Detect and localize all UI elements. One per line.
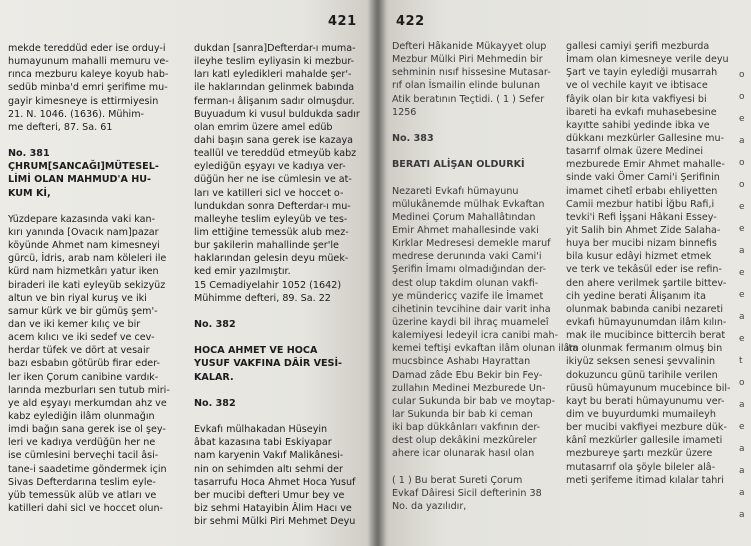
text-line: ked emir yazılmıştır. <box>194 266 291 278</box>
text-line: rüusü hümayunum mucebince bil- <box>566 382 731 394</box>
text-line: tasarrufu Hoca Ahmet Hoca Yusuf <box>194 476 356 488</box>
margin-mark: e <box>739 268 745 278</box>
text-line: Mühimme defteri, 89. Sa. 22 <box>194 292 331 304</box>
text-line: 21. N. 1046. (1636). Mühim- <box>8 108 145 120</box>
text-line: LİMİ OLAN MAHMUD'A HU- <box>8 174 152 186</box>
text-line: larında mezburları sen tutub miri- <box>8 384 170 396</box>
text-line: bazı esbabın götürüb firar eder- <box>8 358 160 370</box>
text-line: No. 381 <box>8 148 50 160</box>
text-line: ler iken Çorum canibine vardık- <box>8 371 159 383</box>
text-line: gallesi camiyi şerifi mezburda <box>566 41 710 52</box>
text-line: ferman-ı âlişanım sadır olmuşdur. <box>194 95 355 107</box>
text-line: yüb temessük alüb ve atları ve <box>8 489 157 501</box>
text-line: mezburede Emir Ahmet mahalle- <box>566 159 725 171</box>
text-line: kalemiyesi ledeyil icra canibi mah- <box>392 330 559 342</box>
text-line: imamet cihetî erbabı ehliyetten <box>566 185 718 197</box>
margin-mark: a <box>739 400 745 410</box>
left-column-1 <box>8 42 184 515</box>
margin-mark: a <box>739 136 745 146</box>
text-line: üzerine kaydi bil ihraç muameleî <box>392 316 549 328</box>
text-line: yit Salih bin Ahmet Zide Salaha- <box>566 224 721 236</box>
text-line: ita olunmak fermanım olmuş bin <box>566 343 723 355</box>
text-line <box>392 171 557 184</box>
margin-mark: e <box>739 114 745 124</box>
text-line: ye mündericç vazife ile İmamet <box>392 290 544 302</box>
text-line: haklarından gelesin deyu müek- <box>194 253 349 265</box>
margin-mark: o <box>739 92 745 102</box>
text-line <box>194 305 364 318</box>
book-gutter <box>368 0 386 546</box>
text-line: humayunum mahalli memuru ve- <box>8 56 169 68</box>
text-line: tevki'i Refi İşşani Hâkani Essey- <box>566 211 717 223</box>
text-line: 15 Cemadiyelahir 1052 (1642) <box>194 279 342 291</box>
text-line: kürd nam hizmetkârı yatur iken <box>8 266 159 278</box>
text-line: HOCA AHMET VE HOCA <box>194 345 318 357</box>
text-line: Sivas Defterdarına teslim eyle- <box>8 476 156 488</box>
text-line: zullahın Medinei Mezburede Un- <box>392 382 546 394</box>
text-line: medrese derunında vaki Cami'i <box>392 251 542 263</box>
text-line: gürcü, İdris, arab nam köleleri ile <box>8 253 167 265</box>
right-column-1 <box>392 40 579 513</box>
text-line: olan emrim üzere amel edüb <box>194 121 333 133</box>
text-line: gayir kimesneye is ettirmiyesin <box>8 95 159 107</box>
text-line: kırı yanında [Ovacık nam]pazar <box>8 226 159 238</box>
text-line: Damad zâde Ebu Bekir bin Fey- <box>392 369 543 381</box>
text-line: ber mucibi vakfiyei mezbure dük- <box>566 422 727 434</box>
text-line: dan ve iki kemer kılıç ve bir <box>8 318 141 330</box>
text-line <box>194 331 364 344</box>
text-line <box>8 134 184 147</box>
text-line: Mezbur Mülki Piri Mehmedin bir <box>392 54 543 66</box>
margin-mark: e <box>739 202 745 212</box>
text-line: leri ve kadıya verdüğün her ne <box>8 437 156 449</box>
text-line: dukdan [sanra]Defterdar-ı muma- <box>194 43 356 54</box>
text-line: eylediğün eşyayı ve kadıya ver- <box>194 161 346 173</box>
margin-mark: t <box>739 356 743 366</box>
text-line: kemei teftişi evkaftan ilâm olunan ilâm <box>392 343 579 355</box>
text-line: dahi başın sana gerek ise kazaya <box>194 134 353 146</box>
text-line: rıf olan İsmailin elinde bulunan <box>392 80 541 92</box>
page-number-left: 421 <box>328 14 357 29</box>
text-line: iki bap dükkânları vakfının der- <box>392 422 541 434</box>
text-line: lundukdan sonra Defterdar-ı mu- <box>194 200 351 212</box>
text-line: ber mucibi defteri Umur bey ve <box>194 489 345 501</box>
text-line: mutasarrıf ola şöyle bileler alâ- <box>566 461 716 473</box>
text-line: mekde tereddüd eder ise orduy-i <box>8 43 166 54</box>
text-line: ÇHRUM[SANCAĞI]MÜTESEL- <box>8 161 159 173</box>
text-line: sinde vaki Ömer Cami'i Şerifinin <box>566 172 720 184</box>
text-line: tasarrıf olmak üzere Medinei <box>566 146 703 158</box>
text-line: teallül ve tereddüd etmeyüb kabz <box>194 148 357 160</box>
text-line: köyünde Ahmet nam kimesneyi <box>8 240 160 252</box>
text-line <box>392 461 557 474</box>
text-line: KUM Kİ, <box>8 187 51 199</box>
text-line: tane-i saadetime göndermek için <box>8 463 167 475</box>
text-line: lim ettiğine temessük alub mez- <box>194 226 349 238</box>
text-line: dest olup dekâkini mezkûreler <box>392 435 537 447</box>
text-line: KALAR. <box>194 371 234 383</box>
text-line: rınca mezburu kaleye koyub hab- <box>8 69 169 81</box>
text-line: ikiyüz seksen senesi şevvalinin <box>566 356 716 368</box>
text-line: me defteri, 87. Sa. 61 <box>8 121 113 133</box>
text-line: kayıtte sahibi yedinde ibka ve <box>566 119 710 131</box>
text-line: mezbureye şartı mezkür üzere <box>566 448 713 460</box>
text-line: mülukânemde mülhak Evkaftan <box>392 198 545 210</box>
text-line: acem kılıcı ve iki sedef ve cev- <box>8 332 155 344</box>
text-line: sehminin nısıf hissesine Mutasar- <box>392 67 551 79</box>
text-line: Şart ve tayin eylediği musarrah <box>566 67 718 79</box>
text-line: dest olup takdim olunan vakfi- <box>392 277 539 289</box>
text-line <box>194 410 364 423</box>
text-line: sedüb minba'd emri şerifime mu- <box>8 82 168 94</box>
text-line: No. 382 <box>194 318 236 330</box>
text-line <box>194 384 364 397</box>
text-line: YUSUF VAKFINA DÂİR VESİ- <box>194 358 343 370</box>
text-line: evkafı hümayunumdan ilâm kılın- <box>566 316 727 328</box>
text-line: ileyhe teslim eyliyasin ki mezbur- <box>194 56 355 68</box>
text-line: biz sehmi Hatayibin Âlim Hacı ve <box>194 502 352 514</box>
text-line: kânî mezkürler gallesile imameti <box>566 435 723 447</box>
text-line: Şerifin İmamı olmadığından der- <box>392 264 547 276</box>
text-line: dim ve buyurdumki mumaileyh <box>566 408 716 420</box>
text-line: katilleri dahi sicl ve hoccet olun- <box>8 502 164 514</box>
text-line: mucsbince Ashabı Hayrattan <box>392 356 531 368</box>
text-line: Atik beratının Teçtidi. ( 1 ) Sefer <box>392 93 545 105</box>
text-line: Evkaf Dâiresi Sicil defterinin 38 <box>392 487 542 499</box>
text-line: malleyhe teslim eyleyüb ve tes- <box>194 213 348 225</box>
text-line: ları ve katilleri sicl ve hoccet o- <box>194 187 344 199</box>
text-line: Evkafı mülhakadan Hüseyin <box>194 424 328 436</box>
text-line: altun ve bin riyal kuruş ve iki <box>8 292 147 304</box>
text-line: biraderi ile kati eyleyüb sekizyüz <box>8 279 166 291</box>
margin-mark: o <box>739 158 745 168</box>
text-line: kayt bu berati hümayunumu ver- <box>566 395 725 407</box>
text-line: lar Sukunda bir bab ki ceman <box>392 408 533 420</box>
text-line: den ahere verilmek şartile bittev- <box>566 277 727 289</box>
text-line: bur şakilerin mahallinde şer'le <box>194 240 339 252</box>
margin-mark: e <box>739 290 745 300</box>
margin-mark: a <box>739 466 745 476</box>
text-line: nam karyenin Vakıf Malikânesi- <box>194 450 344 462</box>
margin-mark: o <box>739 378 745 388</box>
right-page <box>378 0 751 546</box>
text-line: herdar tüfek ve dört at vesair <box>8 345 150 357</box>
text-line: ile haklarından gelinmek babında <box>194 82 355 94</box>
margin-mark: a <box>739 510 745 520</box>
text-line: Buyuadum ki vusul buldukda sadır <box>194 108 360 120</box>
text-line: ve ol vechile kayıt ve ibtisace <box>566 80 708 92</box>
margin-mark: e <box>739 422 745 432</box>
text-line: fâyik olan bir kıta vakfiyesi bi <box>566 93 707 105</box>
text-line: cih yedine berati Âlişanım ita <box>566 290 706 302</box>
text-line: imdi bağın sana gerek ise ol şey- <box>8 424 166 436</box>
text-line: ahere icar olunarak hasıl olan <box>392 448 535 460</box>
text-line: ve terk ve tekâsül eder ise refin- <box>566 264 722 276</box>
text-line: bir sehmi Mülki Piri Mehmet Deyu <box>194 516 356 528</box>
page-number-right: 422 <box>396 14 425 29</box>
left-column-2 <box>194 42 364 528</box>
text-line <box>8 200 184 213</box>
text-line: ( 1 ) Bu berat Sureti Çorum <box>392 474 523 486</box>
text-line: meti şerifeme itimad kılalar tahri <box>566 474 724 486</box>
text-line: Defteri Hâkanide Mükayyet olup <box>392 41 547 52</box>
text-line: kabz eylediğin ilâm olunmağın <box>8 410 155 422</box>
text-line: Nezareti Evkafı hümayunu <box>392 185 519 197</box>
text-line: samur kürk ve bir gümüş şem'- <box>8 305 158 317</box>
text-line: mak ile mucibince bittercih berat <box>566 330 726 342</box>
text-line: 1256 <box>392 106 417 118</box>
text-line: İmam olan kimesneye verile deyu <box>566 54 729 66</box>
text-line: cihetinin tevcihine dair varit inha <box>392 303 551 315</box>
text-line: BERATI ALİŞAN OLDURKİ <box>392 159 525 171</box>
margin-mark: e <box>739 334 745 344</box>
text-line: huya ber mucibi nizam binnefis <box>566 238 717 250</box>
text-line: olunmak babında canibi nezareti <box>566 303 724 315</box>
margin-mark: a <box>739 488 745 498</box>
text-line: bila kusur edâyi hizmet etmek <box>566 251 712 263</box>
text-line: düğün her ne ise cümlesin ve at- <box>194 174 352 186</box>
text-line: Camii mezbur hatibi İğbu Rafi,i <box>566 198 715 210</box>
margin-mark: o <box>739 70 745 80</box>
text-line: Yüzdepare kazasında vaki kan- <box>8 213 156 225</box>
text-line: No. da yazılıdır, <box>392 500 467 512</box>
text-line: ibareti ha evkafı muhasebesine <box>566 106 717 118</box>
text-line: ları katl eyledikleri mahalde şer'- <box>194 69 352 81</box>
text-line: No. 382 <box>194 397 236 409</box>
margin-mark: o <box>739 180 745 190</box>
text-line <box>392 119 557 132</box>
text-line: dokuzuncu günü tarihile verilen <box>566 369 718 381</box>
text-line: dükkanı mezkürler Gallesine mu- <box>566 132 725 144</box>
text-line: Medinei Çorum Mahallâtından <box>392 211 536 223</box>
text-line: cular Sukunda bir bab ve moytap- <box>392 395 556 407</box>
right-column-2 <box>566 40 736 487</box>
text-line: ye ald eşyayı merkumdan ahz ve <box>8 397 167 409</box>
text-line: Emir Ahmet mahallesinde vaki <box>392 224 539 236</box>
text-line: nin on sehimden altı sehmi der <box>194 463 343 475</box>
margin-mark: a <box>739 444 745 454</box>
text-line: Kırklar Medresesi demekle maruf <box>392 238 551 250</box>
margin-mark: e <box>739 224 745 234</box>
margin-mark: a <box>739 312 745 322</box>
margin-mark: a <box>739 246 745 256</box>
text-line: ise cümlesini berveçhi tacil âsi- <box>8 450 159 462</box>
text-line: âbat kazasına tabi Eskiyapar <box>194 437 332 449</box>
text-line <box>392 145 557 158</box>
text-line: No. 383 <box>392 132 434 144</box>
